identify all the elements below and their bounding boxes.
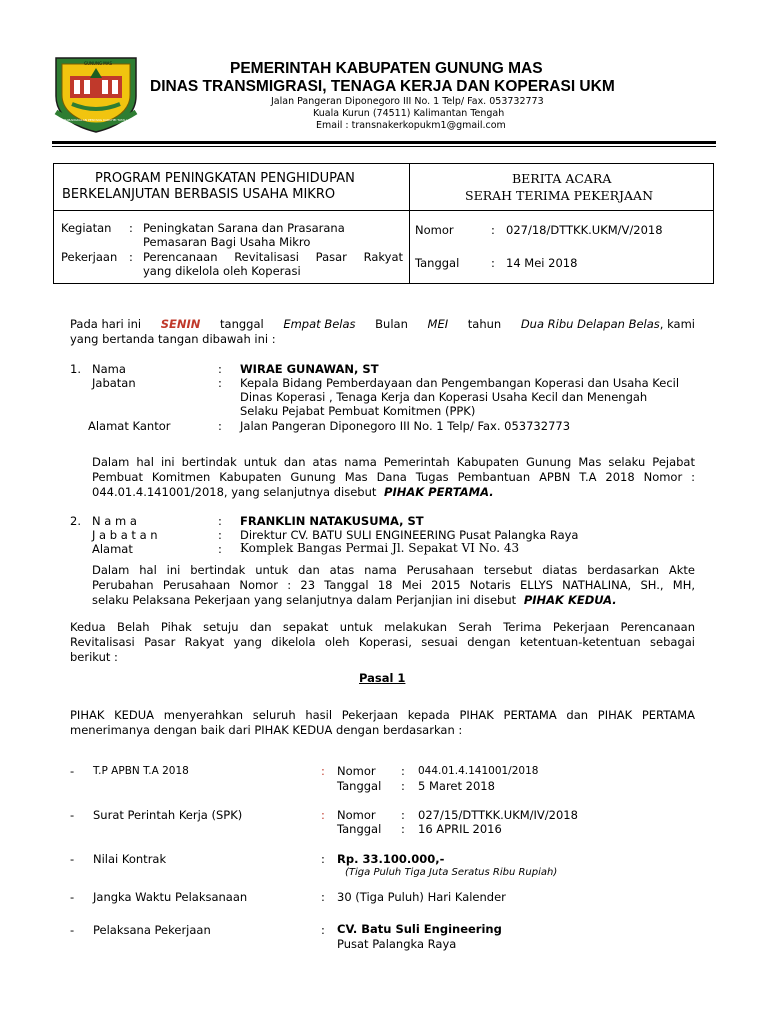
intro-tahun: Dua Ribu Delapan Belas (520, 317, 660, 331)
pekerjaan-label: Pekerjaan (61, 250, 118, 264)
kegiatan-value-line2: Pemasaran Bagi Usaha Mikro (143, 235, 311, 249)
tanggal-value: 14 Mei 2018 (506, 256, 578, 270)
intro-line1 (70, 317, 695, 331)
item-tp-label: T.P APBN T.A 2018 (93, 765, 189, 777)
intro-text-a: Pada hari ini (70, 317, 142, 331)
kegiatan-value-line1: Peningkatan Sarana dan Prasarana (143, 221, 345, 235)
party1-designation: PIHAK PERTAMA. (384, 485, 494, 499)
pasal-title: Pasal 1 (359, 671, 406, 685)
party2-para-line1: Dalam hal ini bertindak untuk dan atas nama Perusahaan tersebut diatas berdasarkan Akte (92, 563, 695, 577)
logo-bottom-text: HABANGKALAN PENYANG KARUHEI TATAU (64, 118, 127, 122)
party2-alamat-label: Alamat (92, 542, 133, 556)
doc-title-line2: SERAH TERIMA PEKERJAAN (465, 188, 654, 203)
item-pelaksana-value2: Pusat Palangka Raya (337, 937, 457, 951)
header-rule-thin (52, 146, 716, 147)
party2-number: 2. (70, 514, 81, 528)
tanggal-label: Tanggal (415, 256, 460, 270)
item-tp-nomor-colon: : (401, 764, 405, 778)
party1-number: 1. (70, 362, 81, 376)
party2-jabatan-colon: : (218, 528, 222, 542)
party1-nama-value: WIRAE GUNAWAN, ST (240, 362, 379, 376)
header-line2: DINAS TRANSMIGRASI, TENAGA KERJA DAN KOPERASI UKM (150, 78, 615, 95)
item-nilai-colon: : (321, 852, 325, 866)
party2-jabatan-value: Direktur CV. BATU SULI ENGINEERING Pusat Palangka Raya (240, 528, 579, 542)
item-tp-tanggal-colon: : (401, 779, 405, 793)
header-address2: Kuala Kurun (74511) Kalimantan Tengah (313, 108, 505, 119)
party1-para-line1: Dalam hal ini bertindak untuk dan atas nama Pemerintah Kabupaten Gunung Mas selaku Pejabat (92, 455, 695, 469)
nomor-value: 027/18/DTTKK.UKM/V/2018 (506, 223, 663, 237)
logo-top-text: GUNUNG MAS (84, 61, 113, 66)
pekerjaan-value-line1: Perencanaan Revitalisasi Pasar Rakyat (143, 250, 403, 264)
agreement-line3: berikut : (70, 650, 118, 664)
party1-jabatan-colon: : (218, 376, 222, 390)
item-tp-nomor-label: Nomor (337, 764, 376, 778)
intro-text-b: tanggal (220, 317, 264, 331)
regency-logo (50, 52, 142, 134)
nomor-colon: : (491, 223, 495, 237)
program-title-line2: BERKELANJUTAN BERBASIS USAHA MIKRO (62, 187, 336, 202)
item-pelaksana-label: Pelaksana Pekerjaan (93, 923, 211, 937)
item-spk-nomor-value: 027/15/DTTKK.UKM/IV/2018 (418, 808, 578, 822)
header-address1: Jalan Pangeran Diponegoro III No. 1 Telp/ Fax. 053732773 (271, 96, 544, 107)
item-pelaksana-colon: : (321, 923, 325, 937)
party1-para-line3 (92, 485, 494, 499)
item-spk-tanggal-colon: : (401, 822, 405, 836)
party2-alamat-value: Komplek Bangas Permai Jl. Sepakat VI No. 43 (240, 541, 520, 555)
item-jangka-colon: : (321, 890, 325, 904)
pasal-line2: menerimanya dengan baik dari PIHAK KEDUA dengan berdasarkan : (70, 723, 463, 737)
item-spk-dash: - (70, 808, 75, 822)
kegiatan-colon: : (129, 221, 133, 235)
tanggal-colon: : (491, 256, 495, 270)
intro-text-d: tahun (467, 317, 502, 331)
item-jangka-value: 30 (Tiga Puluh) Hari Kalender (337, 890, 506, 904)
party2-designation: PIHAK KEDUA. (523, 593, 617, 607)
item-tp-dash: - (70, 764, 75, 778)
party1-jabatan-value1: Kepala Bidang Pemberdayaan dan Pengembangan Koperasi dan Usaha Kecil (240, 376, 680, 390)
header-rule-thick (52, 141, 716, 144)
party2-para-text: selaku Pelaksana Pekerjaan yang selanjutnya dalam Perjanjian ini disebut (92, 593, 517, 607)
nomor-label: Nomor (415, 223, 454, 237)
party1-nama-colon: : (218, 362, 222, 376)
item-nilai-words: (Tiga Puluh Tiga Juta Seratus Ribu Rupiah) (345, 867, 558, 878)
item-spk-nomor-colon: : (401, 808, 405, 822)
party1-jabatan-value3: Selaku Pejabat Pembuat Komitmen (PPK) (240, 404, 476, 418)
item-spk-nomor-label: Nomor (337, 808, 376, 822)
item-spk-colon: : (321, 808, 325, 822)
party2-alamat-colon: : (218, 542, 222, 556)
party1-jabatan-value2: Dinas Koperasi , Tenaga Kerja dan Koperasi Usaha Kecil dan Menengah (240, 390, 648, 404)
intro-text-e: , kami (659, 317, 695, 331)
info-box-divider (409, 163, 410, 284)
party1-alamat-colon: : (218, 419, 222, 433)
intro-hari: SENIN (160, 317, 201, 331)
intro-text-c: Bulan (375, 317, 408, 331)
item-spk-label: Surat Perintah Kerja (SPK) (93, 808, 243, 822)
party2-nama-label: N a m a (92, 514, 137, 528)
pekerjaan-value-line2: yang dikelola oleh Koperasi (143, 264, 301, 278)
item-tp-nomor-value: 044.01.4.141001/2018 (418, 765, 539, 777)
party2-jabatan-label: J a b a t a n (92, 528, 158, 542)
party2-para-line2: Perubahan Perusahaan Nomor : 23 Tanggal 18 Mei 2015 Notaris ELLYS NATHALINA, SH., MH, (92, 578, 695, 592)
item-nilai-dash: - (70, 852, 75, 866)
item-spk-tanggal-value: 16 APRIL 2016 (418, 822, 502, 836)
item-nilai-value: Rp. 33.100.000,- (337, 852, 445, 866)
program-title-line1: PROGRAM PENINGKATAN PENGHIDUPAN (95, 171, 355, 186)
party2-para-line3 (92, 593, 617, 607)
party1-nama-label: Nama (92, 362, 126, 376)
item-pelaksana-dash: - (70, 923, 75, 937)
agreement-line1: Kedua Belah Pihak setuju dan sepakat untuk melakukan Serah Terima Pekerjaan Perencanaan (70, 620, 695, 634)
intro-line2: yang bertanda tangan dibawah ini : (70, 332, 276, 346)
pasal-line1: PIHAK KEDUA menyerahkan seluruh hasil Pekerjaan kepada PIHAK PERTAMA dan PIHAK PERTAMA (70, 708, 695, 722)
pekerjaan-colon: : (129, 250, 133, 264)
info-box-row-divider (53, 210, 714, 211)
kegiatan-label: Kegiatan (61, 221, 112, 235)
item-tp-tanggal-value: 5 Maret 2018 (418, 779, 495, 793)
header-email: Email : transnakerkopukm1@gmail.com (316, 120, 506, 131)
agreement-line2: Revitalisasi Pasar Rakyat yang dikelola oleh Koperasi, sesuai dengan ketentuan-ketentuan sebagai (70, 635, 695, 649)
party1-jabatan-label: Jabatan (92, 376, 136, 390)
party1-alamat-label: Alamat Kantor (88, 419, 171, 433)
intro-bulan: MEI (427, 317, 449, 331)
doc-title-line1: BERITA ACARA (512, 171, 612, 186)
item-spk-tanggal-label: Tanggal (337, 822, 382, 836)
header-line1: PEMERINTAH KABUPATEN GUNUNG MAS (230, 60, 543, 77)
item-jangka-label: Jangka Waktu Pelaksanaan (93, 890, 248, 904)
party1-para-line2: Pembuat Komitmen Kabupaten Gunung Mas Dana Tugas Pembantuan APBN T.A 2018 Nomor : (92, 470, 695, 484)
item-jangka-dash: - (70, 890, 75, 904)
party1-para-text: 044.01.4.141001/2018, yang selanjutnya disebut (92, 485, 377, 499)
item-pelaksana-value: CV. Batu Suli Engineering (337, 922, 502, 936)
item-tp-tanggal-label: Tanggal (337, 779, 382, 793)
item-nilai-label: Nilai Kontrak (93, 852, 167, 866)
item-tp-colon: : (321, 764, 325, 778)
party1-alamat-value: Jalan Pangeran Diponegoro III No. 1 Telp/ Fax. 053732773 (240, 419, 571, 433)
intro-tanggal: Empat Belas (283, 317, 356, 331)
party2-nama-value: FRANKLIN NATAKUSUMA, ST (240, 514, 424, 528)
party2-nama-colon: : (218, 514, 222, 528)
